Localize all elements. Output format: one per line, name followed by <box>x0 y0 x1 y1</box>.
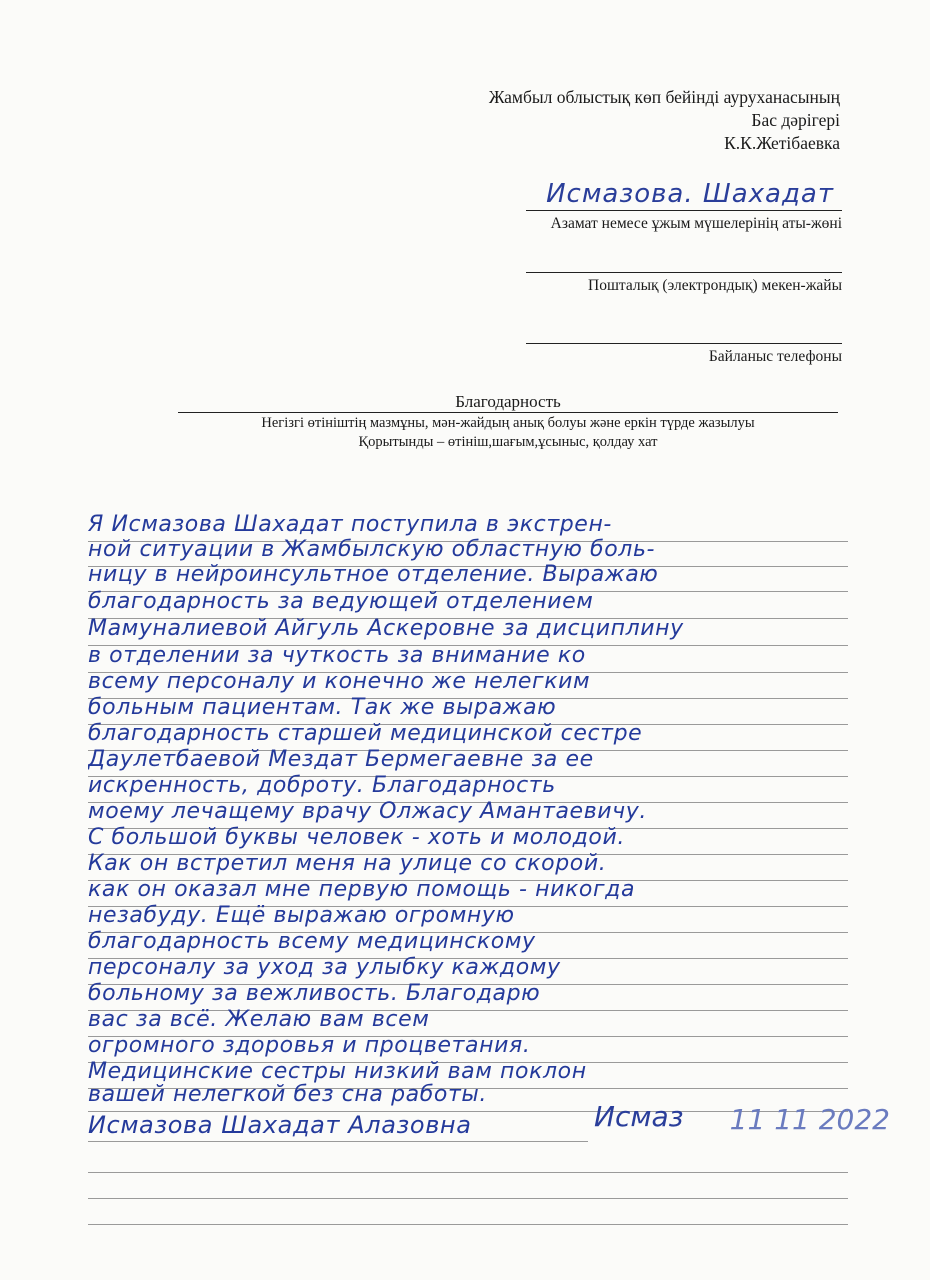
address-rule <box>526 272 842 273</box>
body-line: всему персоналу и конечно же нелегким <box>88 667 848 699</box>
addressee-line-3: К.К.Жетібаевка <box>724 133 840 153</box>
body-line: больному за вежливость. Благодарю <box>88 979 848 1011</box>
body-line: ной ситуации в Жамбылскую областную боль- <box>88 535 848 567</box>
body-line: С большой буквы человек - хоть и молодой. <box>88 823 848 855</box>
blank-rule <box>88 1224 848 1225</box>
body-line: вашей нелегкой без сна работы. <box>88 1080 848 1112</box>
name-field <box>526 179 842 233</box>
name-rule <box>526 210 842 211</box>
addressee-line-1: Жамбыл облыстық көп бейінді ауруханасының <box>488 87 840 107</box>
body-line: Как он встретил меня на улице со скорой. <box>88 849 848 881</box>
phone-caption: Байланыс телефоны <box>708 348 842 365</box>
subtitle-line-2: Қорытынды – өтініш,шағым,ұсыныс, қолдау хат <box>358 434 658 450</box>
address-field <box>526 272 842 295</box>
body-line: моему лечащему врачу Олжасу Амантаевичу. <box>88 797 848 829</box>
address-caption: Пошталық (электрондық) мекен-жайы <box>588 277 842 294</box>
signature-mark: Исмаз <box>594 1100 684 1133</box>
body-line: огромного здоровья и процветания. <box>88 1031 848 1063</box>
body-line: больным пациентам. Так же выражаю <box>88 693 848 725</box>
body-line: Даулетбаевой Мездат Бермегаевне за ее <box>88 745 848 777</box>
body-line: как он оказал мне первую помощь - никогда <box>88 875 848 907</box>
body-line: Я Исмазова Шахадат поступила в экстрен- <box>88 510 848 542</box>
body-line: благодарность старшей медицинской сестре <box>88 719 848 751</box>
body-line: в отделении за чуткость за внимание ко <box>88 641 848 673</box>
body-line: Мамуналиевой Айгуль Аскеровне за дисциплину <box>88 614 848 646</box>
blank-rule <box>88 1172 848 1173</box>
blank-rule <box>88 1198 848 1199</box>
title-rule <box>178 412 838 413</box>
addressee-block <box>489 86 840 155</box>
document-title: Благодарность <box>455 392 561 411</box>
body-line: благодарность всему медицинскому <box>88 927 848 959</box>
body-line: вас за всё. Желаю вам всем <box>88 1005 848 1037</box>
signature-name: Исмазова Шахадат Алазовна <box>88 1110 588 1142</box>
name-caption: Азамат немесе ұжым мүшелерінің аты-жөні <box>550 215 842 232</box>
name-handwritten: Исмазова. Шахадат <box>546 179 834 209</box>
phone-field <box>526 343 842 366</box>
phone-rule <box>526 343 842 344</box>
signature-date: 11 11 2022 <box>729 1103 890 1136</box>
document-subtitle <box>178 414 838 452</box>
body-line: незабуду. Ещё выражаю огромную <box>88 901 848 933</box>
body-line: персоналу за уход за улыбку каждому <box>88 953 848 985</box>
subtitle-line-1: Негізгі өтініштің мазмұны, мән-жайдың анық болуы және еркін түрде жазылуы <box>261 415 755 431</box>
addressee-line-2: Бас дәрігері <box>751 110 840 130</box>
body-line: ницу в нейроинсультное отделение. Выражаю <box>88 560 848 592</box>
body-line: Медицинские сестры низкий вам поклон <box>88 1057 848 1089</box>
body-line: благодарность за ведующей отделением <box>88 587 848 619</box>
document-title-block <box>178 393 838 413</box>
body-line: искренность, доброту. Благодарность <box>88 771 848 803</box>
